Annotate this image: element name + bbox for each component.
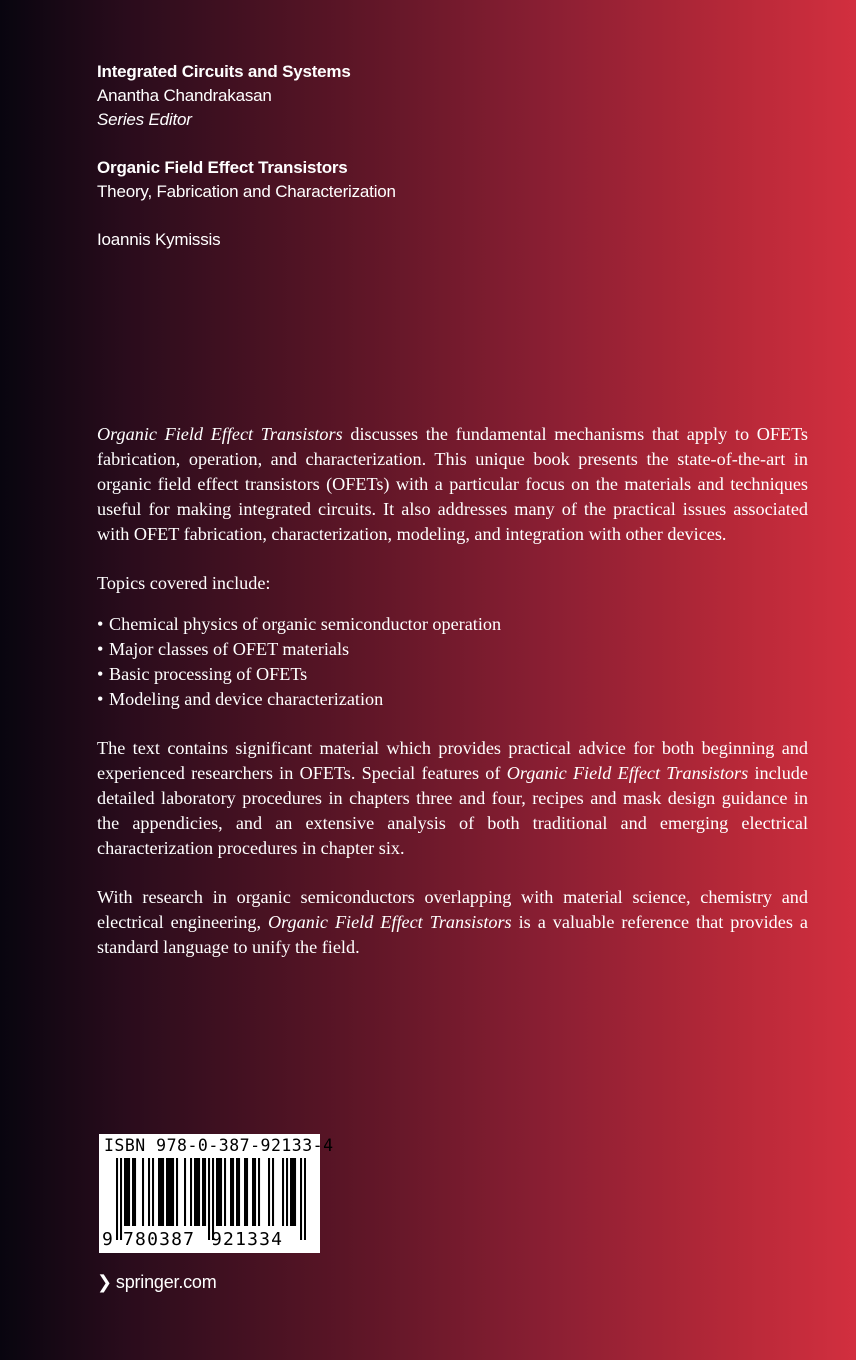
barcode-bar <box>152 1158 154 1226</box>
barcode-bar <box>252 1158 254 1226</box>
list-item <box>97 637 808 662</box>
barcode-bar <box>124 1158 126 1226</box>
barcode-bar <box>166 1158 168 1226</box>
list-item <box>97 662 808 687</box>
barcode-bar <box>258 1158 260 1226</box>
barcode-bar <box>230 1158 232 1226</box>
publisher-url: springer.com <box>115 1272 217 1292</box>
barcode-bar <box>176 1158 178 1226</box>
barcode-bar <box>194 1158 196 1226</box>
bullet-glyph: • <box>97 689 104 709</box>
list-item <box>97 612 808 637</box>
book-author: Ioannis Kymissis <box>97 230 221 249</box>
isbn-barcode <box>99 1134 334 1253</box>
topic-text: Basic processing of OFETs <box>109 664 308 684</box>
barcode-right-digits: 921334 <box>211 1229 284 1250</box>
barcode-bar <box>134 1158 136 1226</box>
topics-intro: Topics covered include: <box>97 573 271 593</box>
barcode-bar <box>204 1158 206 1226</box>
barcode-bar <box>158 1158 160 1226</box>
topic-text: Major classes of OFET materials <box>109 639 350 659</box>
features-book-title: Organic Field Effect Transistors <box>506 763 749 783</box>
barcode-bar <box>116 1158 118 1240</box>
barcode-bar <box>246 1158 248 1226</box>
description-closing-paragraph <box>97 885 808 960</box>
barcode-lead-digit: 9 <box>102 1229 113 1250</box>
barcode-bar <box>212 1158 214 1240</box>
barcode-bar <box>168 1158 170 1226</box>
publisher-link[interactable] <box>97 1270 217 1294</box>
series-title: Integrated Circuits and Systems <box>97 62 351 81</box>
barcode-bar <box>224 1158 226 1226</box>
barcode-bar <box>272 1158 274 1226</box>
closing-text-after: is a valuable reference that provides a standard language to unify the field. <box>97 912 808 957</box>
book-description <box>97 422 808 960</box>
topics-list <box>97 612 808 712</box>
series-editor: Anantha Chandrakasan <box>97 86 272 105</box>
barcode-bar <box>254 1158 256 1226</box>
series-info <box>97 60 797 132</box>
barcode-bar <box>128 1158 130 1226</box>
closing-text-before: With research in organic semiconductors overlapping with material science, chemistry and electrical engineering, <box>97 887 808 932</box>
barcode-bar <box>304 1158 306 1240</box>
chevron-right-icon: ❯ <box>97 1272 112 1292</box>
barcode-bar <box>218 1158 220 1226</box>
barcode-bar <box>236 1158 238 1226</box>
features-text-before: The text contains significant material which provides practical advice for both beginning and experienced researchers in OFETs. Special features of <box>97 738 808 783</box>
series-editor-role: Series Editor <box>97 110 192 129</box>
barcode-bar <box>238 1158 240 1226</box>
bullet-glyph: • <box>97 639 104 659</box>
barcode-bar <box>120 1158 122 1240</box>
barcode-left-digits: 780387 <box>123 1229 196 1250</box>
barcode-bar <box>198 1158 200 1226</box>
barcode-bar <box>172 1158 174 1226</box>
list-item <box>97 687 808 712</box>
barcode-bar <box>290 1158 292 1226</box>
barcode-bar <box>216 1158 218 1226</box>
isbn-label: ISBN 978-0-387-92133-4 <box>104 1136 334 1155</box>
barcode-bar <box>162 1158 164 1226</box>
barcode-bar <box>196 1158 198 1226</box>
book-subtitle: Theory, Fabrication and Characterization <box>97 182 396 201</box>
barcode-bar <box>184 1158 186 1226</box>
barcode-bar <box>160 1158 162 1226</box>
barcode-bar <box>170 1158 172 1226</box>
description-intro-paragraph <box>97 422 808 547</box>
barcode-bar <box>142 1158 144 1226</box>
barcode-bars <box>116 1158 306 1240</box>
barcode-bar <box>148 1158 150 1226</box>
topic-text: Chemical physics of organic semiconductor operation <box>109 614 502 634</box>
barcode-bar <box>244 1158 246 1226</box>
book-title: Organic Field Effect Transistors <box>97 158 348 177</box>
description-features-paragraph <box>97 736 808 861</box>
barcode-bar <box>268 1158 270 1226</box>
topic-text: Modeling and device characterization <box>109 689 384 709</box>
barcode-bar <box>292 1158 294 1226</box>
barcode-bar <box>126 1158 128 1226</box>
intro-book-title: Organic Field Effect Transistors <box>97 424 343 444</box>
intro-text: discusses the fundamental mechanisms that apply to OFETs fabrication, operation, and characterization. This unique book presents the state-of-the-art in organic field effect transistors (OFETs) with a particular focus on the materials and techniques useful for making integrated circuits. It also addresses many of the practical issues associated with OFET fabrication, characterization, modeling, and integration with other devices. <box>97 424 808 544</box>
closing-book-title: Organic Field Effect Transistors <box>268 912 512 932</box>
barcode-bar <box>208 1158 210 1240</box>
barcode-bar <box>294 1158 296 1226</box>
features-text-after: include detailed laboratory procedures in chapters three and four, recipes and mask design guidance in the appendicies, and an extensive analysis of both traditional and emerging electrical characterization procedures in chapter six. <box>97 763 808 858</box>
barcode-bar <box>282 1158 284 1226</box>
bullet-glyph: • <box>97 614 104 634</box>
barcode-bar <box>232 1158 234 1226</box>
barcode-bar <box>132 1158 134 1226</box>
barcode-bar <box>286 1158 288 1226</box>
barcode-bar <box>220 1158 222 1226</box>
book-info <box>97 156 797 204</box>
barcode-bar <box>202 1158 204 1226</box>
bullet-glyph: • <box>97 664 104 684</box>
barcode-bar <box>190 1158 192 1226</box>
barcode-bar <box>300 1158 302 1240</box>
